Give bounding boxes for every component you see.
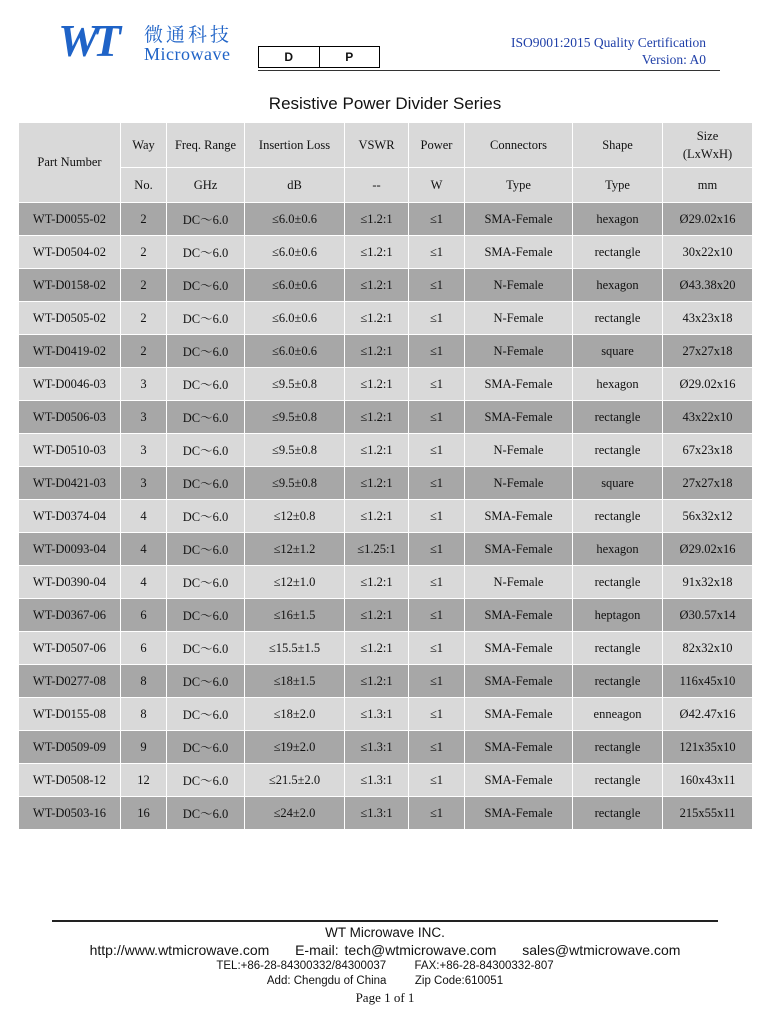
header-certification: [511, 34, 706, 68]
cell-freq-range: DC～6.0: [167, 698, 245, 731]
unit-connectors: Type: [465, 168, 573, 203]
cell-connector: SMA-Female: [465, 236, 573, 269]
cell-insertion-loss: ≤19±2.0: [245, 731, 345, 764]
cell-way: 2: [121, 335, 167, 368]
cell-way: 16: [121, 797, 167, 830]
table-row: [19, 203, 753, 236]
cell-insertion-loss: ≤6.0±0.6: [245, 269, 345, 302]
cell-part-number: WT-D0155-08: [19, 698, 121, 731]
cell-way: 2: [121, 236, 167, 269]
cell-power: ≤1: [409, 632, 465, 665]
cell-shape: rectangle: [573, 566, 663, 599]
footer-divider: [52, 920, 718, 922]
version-text: Version: A0: [641, 52, 706, 67]
cell-shape: hexagon: [573, 269, 663, 302]
cell-size: 160x43x11: [663, 764, 753, 797]
table-row: [19, 632, 753, 665]
cell-size: 30x22x10: [663, 236, 753, 269]
cell-vswr: ≤1.3:1: [345, 797, 409, 830]
cell-freq-range: DC～6.0: [167, 632, 245, 665]
certification-text: ISO9001:2015 Quality Certification: [511, 35, 706, 50]
cell-insertion-loss: ≤18±1.5: [245, 665, 345, 698]
footer-tel: TEL:+86-28-84300332/84300037: [216, 960, 387, 972]
cell-way: 8: [121, 698, 167, 731]
cell-power: ≤1: [409, 533, 465, 566]
table-row: [19, 665, 753, 698]
cell-freq-range: DC～6.0: [167, 269, 245, 302]
cell-size: Ø29.02x16: [663, 203, 753, 236]
cell-power: ≤1: [409, 797, 465, 830]
cell-connector: N-Female: [465, 335, 573, 368]
unit-shape: Type: [573, 168, 663, 203]
header-freq-range: Freq. Range: [167, 123, 245, 168]
cell-connector: SMA-Female: [465, 500, 573, 533]
cell-power: ≤1: [409, 698, 465, 731]
cell-insertion-loss: ≤6.0±0.6: [245, 302, 345, 335]
table-row: [19, 335, 753, 368]
cell-part-number: WT-D0277-08: [19, 665, 121, 698]
cell-shape: rectangle: [573, 764, 663, 797]
cell-shape: rectangle: [573, 500, 663, 533]
cell-vswr: ≤1.2:1: [345, 632, 409, 665]
table-row: [19, 500, 753, 533]
cell-shape: hexagon: [573, 203, 663, 236]
cell-shape: square: [573, 467, 663, 500]
cell-way: 2: [121, 269, 167, 302]
cell-vswr: ≤1.2:1: [345, 335, 409, 368]
cell-connector: SMA-Female: [465, 797, 573, 830]
table-row: [19, 533, 753, 566]
cell-way: 12: [121, 764, 167, 797]
cell-vswr: ≤1.2:1: [345, 401, 409, 434]
company-logo: [58, 15, 258, 70]
cell-way: 8: [121, 665, 167, 698]
table-row: [19, 368, 753, 401]
table-row: [19, 434, 753, 467]
cell-connector: SMA-Female: [465, 698, 573, 731]
cell-insertion-loss: ≤16±1.5: [245, 599, 345, 632]
header-shape: Shape: [573, 123, 663, 168]
cell-part-number: WT-D0374-04: [19, 500, 121, 533]
cell-way: 4: [121, 533, 167, 566]
table-row: [19, 236, 753, 269]
cell-power: ≤1: [409, 434, 465, 467]
cell-size: Ø30.57x14: [663, 599, 753, 632]
cell-part-number: WT-D0046-03: [19, 368, 121, 401]
cell-size: 43x23x18: [663, 302, 753, 335]
cell-power: ≤1: [409, 401, 465, 434]
cell-shape: rectangle: [573, 665, 663, 698]
cell-way: 4: [121, 566, 167, 599]
page-number: Page 1 of 1: [355, 990, 415, 1005]
unit-way: No.: [121, 168, 167, 203]
unit-vswr: --: [345, 168, 409, 203]
table-row: [19, 698, 753, 731]
cell-size: 121x35x10: [663, 731, 753, 764]
cell-vswr: ≤1.2:1: [345, 500, 409, 533]
footer-address-line: [0, 974, 770, 989]
cell-size: 56x32x12: [663, 500, 753, 533]
header-vswr: VSWR: [345, 123, 409, 168]
cell-connector: N-Female: [465, 434, 573, 467]
cell-vswr: ≤1.2:1: [345, 368, 409, 401]
cell-power: ≤1: [409, 236, 465, 269]
footer-company: WT Microwave INC.: [325, 925, 445, 940]
cell-size: 116x45x10: [663, 665, 753, 698]
header-part-number: Part Number: [19, 123, 121, 203]
footer-phone-line: [0, 959, 770, 974]
cell-connector: SMA-Female: [465, 632, 573, 665]
table-row: [19, 764, 753, 797]
cell-vswr: ≤1.25:1: [345, 533, 409, 566]
cell-vswr: ≤1.2:1: [345, 302, 409, 335]
cell-way: 6: [121, 632, 167, 665]
cell-power: ≤1: [409, 731, 465, 764]
footer-email-link[interactable]: E-mail: tech@wtmicrowave.com: [295, 942, 497, 958]
cell-freq-range: DC～6.0: [167, 203, 245, 236]
cell-connector: SMA-Female: [465, 665, 573, 698]
cell-size: 91x32x18: [663, 566, 753, 599]
cell-way: 3: [121, 401, 167, 434]
cell-way: 4: [121, 500, 167, 533]
cell-size: Ø29.02x16: [663, 368, 753, 401]
cell-freq-range: DC～6.0: [167, 500, 245, 533]
cell-way: 2: [121, 203, 167, 236]
header-way: Way: [121, 123, 167, 168]
footer-address: Add: Chengdu of China: [266, 975, 387, 987]
table-row: [19, 599, 753, 632]
cell-connector: N-Female: [465, 302, 573, 335]
cell-way: 2: [121, 302, 167, 335]
cell-insertion-loss: ≤6.0±0.6: [245, 203, 345, 236]
cell-vswr: ≤1.2:1: [345, 203, 409, 236]
cell-way: 3: [121, 434, 167, 467]
cell-insertion-loss: ≤24±2.0: [245, 797, 345, 830]
table-row: [19, 269, 753, 302]
cell-shape: enneagon: [573, 698, 663, 731]
cell-freq-range: DC～6.0: [167, 302, 245, 335]
cell-way: 6: [121, 599, 167, 632]
cell-vswr: ≤1.2:1: [345, 467, 409, 500]
cell-insertion-loss: ≤12±0.8: [245, 500, 345, 533]
cell-connector: SMA-Female: [465, 401, 573, 434]
cell-part-number: WT-D0390-04: [19, 566, 121, 599]
cell-way: 3: [121, 467, 167, 500]
table-row: [19, 731, 753, 764]
cell-freq-range: DC～6.0: [167, 368, 245, 401]
header-size-text: Size (LxWxH): [682, 129, 733, 161]
cell-connector: SMA-Female: [465, 533, 573, 566]
cell-size: 43x22x10: [663, 401, 753, 434]
cell-shape: rectangle: [573, 401, 663, 434]
header-power: Power: [409, 123, 465, 168]
header-insertion-loss: Insertion Loss: [245, 123, 345, 168]
footer-fax: FAX:+86-28-84300332-807: [414, 960, 554, 972]
cell-part-number: WT-D0419-02: [19, 335, 121, 368]
cell-freq-range: DC～6.0: [167, 467, 245, 500]
cell-size: 215x55x11: [663, 797, 753, 830]
dp-code-cell: P: [319, 47, 380, 67]
dp-code-box: [258, 46, 380, 68]
cell-shape: heptagon: [573, 599, 663, 632]
cell-part-number: WT-D0158-02: [19, 269, 121, 302]
page-footer: [0, 925, 770, 1006]
cell-connector: SMA-Female: [465, 764, 573, 797]
cell-freq-range: DC～6.0: [167, 731, 245, 764]
cell-freq-range: DC～6.0: [167, 533, 245, 566]
unit-power: W: [409, 168, 465, 203]
cell-vswr: ≤1.2:1: [345, 665, 409, 698]
header-size: [663, 123, 753, 168]
cell-part-number: WT-D0503-16: [19, 797, 121, 830]
footer-sales-link[interactable]: sales@wtmicrowave.com: [522, 942, 681, 958]
footer-contacts: [0, 941, 770, 959]
cell-connector: SMA-Female: [465, 731, 573, 764]
cell-insertion-loss: ≤15.5±1.5: [245, 632, 345, 665]
cell-power: ≤1: [409, 203, 465, 236]
cell-freq-range: DC～6.0: [167, 566, 245, 599]
cell-connector: SMA-Female: [465, 368, 573, 401]
cell-shape: rectangle: [573, 236, 663, 269]
unit-loss: dB: [245, 168, 345, 203]
cell-freq-range: DC～6.0: [167, 236, 245, 269]
cell-vswr: ≤1.3:1: [345, 764, 409, 797]
cell-connector: SMA-Female: [465, 599, 573, 632]
cell-freq-range: DC～6.0: [167, 434, 245, 467]
cell-insertion-loss: ≤9.5±0.8: [245, 467, 345, 500]
cell-connector: N-Female: [465, 467, 573, 500]
cell-insertion-loss: ≤9.5±0.8: [245, 368, 345, 401]
unit-size: mm: [663, 168, 753, 203]
cell-freq-range: DC～6.0: [167, 797, 245, 830]
cell-part-number: WT-D0506-03: [19, 401, 121, 434]
cell-insertion-loss: ≤12±1.0: [245, 566, 345, 599]
cell-insertion-loss: ≤6.0±0.6: [245, 236, 345, 269]
cell-insertion-loss: ≤9.5±0.8: [245, 401, 345, 434]
table-row: [19, 797, 753, 830]
cell-part-number: WT-D0367-06: [19, 599, 121, 632]
cell-part-number: WT-D0093-04: [19, 533, 121, 566]
cell-part-number: WT-D0510-03: [19, 434, 121, 467]
dp-code-cell: D: [284, 50, 294, 64]
cell-connector: SMA-Female: [465, 203, 573, 236]
cell-part-number: WT-D0421-03: [19, 467, 121, 500]
cell-power: ≤1: [409, 665, 465, 698]
footer-zip: Zip Code:610051: [414, 975, 504, 987]
cell-part-number: WT-D0504-02: [19, 236, 121, 269]
header-connectors: Connectors: [465, 123, 573, 168]
cell-shape: rectangle: [573, 434, 663, 467]
cell-vswr: ≤1.3:1: [345, 731, 409, 764]
logo-english-name: Microwave: [144, 44, 231, 64]
cell-connector: N-Female: [465, 566, 573, 599]
cell-power: ≤1: [409, 302, 465, 335]
cell-part-number: WT-D0508-12: [19, 764, 121, 797]
cell-power: ≤1: [409, 335, 465, 368]
document-title: Resistive Power Divider Series: [268, 94, 502, 113]
cell-shape: hexagon: [573, 533, 663, 566]
spec-table: [18, 122, 753, 830]
cell-power: ≤1: [409, 599, 465, 632]
cell-vswr: ≤1.2:1: [345, 236, 409, 269]
table-row: [19, 467, 753, 500]
cell-vswr: ≤1.2:1: [345, 434, 409, 467]
cell-way: 3: [121, 368, 167, 401]
unit-freq: GHz: [167, 168, 245, 203]
footer-website-link[interactable]: http://www.wtmicrowave.com: [89, 942, 270, 958]
cell-insertion-loss: ≤9.5±0.8: [245, 434, 345, 467]
cell-shape: rectangle: [573, 731, 663, 764]
cell-power: ≤1: [409, 269, 465, 302]
logo-chinese-name: 微通科技: [144, 24, 233, 46]
cell-insertion-loss: ≤21.5±2.0: [245, 764, 345, 797]
table-header-row: [19, 123, 753, 168]
cell-size: Ø43.38x20: [663, 269, 753, 302]
cell-vswr: ≤1.2:1: [345, 599, 409, 632]
cell-part-number: WT-D0509-09: [19, 731, 121, 764]
cell-shape: square: [573, 335, 663, 368]
cell-freq-range: DC～6.0: [167, 764, 245, 797]
cell-size: 67x23x18: [663, 434, 753, 467]
cell-freq-range: DC～6.0: [167, 401, 245, 434]
table-row: [19, 302, 753, 335]
cell-size: 82x32x10: [663, 632, 753, 665]
cell-power: ≤1: [409, 368, 465, 401]
logo-wt-mark: WT: [58, 15, 115, 66]
cell-freq-range: DC～6.0: [167, 599, 245, 632]
cell-shape: rectangle: [573, 797, 663, 830]
cell-shape: hexagon: [573, 368, 663, 401]
cell-part-number: WT-D0507-06: [19, 632, 121, 665]
cell-size: 27x27x18: [663, 467, 753, 500]
cell-size: 27x27x18: [663, 335, 753, 368]
cell-freq-range: DC～6.0: [167, 335, 245, 368]
cell-part-number: WT-D0055-02: [19, 203, 121, 236]
cell-power: ≤1: [409, 467, 465, 500]
cell-vswr: ≤1.3:1: [345, 698, 409, 731]
cell-size: Ø42.47x16: [663, 698, 753, 731]
cell-power: ≤1: [409, 764, 465, 797]
cell-part-number: WT-D0505-02: [19, 302, 121, 335]
cell-vswr: ≤1.2:1: [345, 269, 409, 302]
table-body: [19, 203, 753, 830]
table-row: [19, 401, 753, 434]
cell-shape: rectangle: [573, 632, 663, 665]
header-divider: [258, 70, 720, 71]
cell-insertion-loss: ≤12±1.2: [245, 533, 345, 566]
cell-connector: N-Female: [465, 269, 573, 302]
cell-size: Ø29.02x16: [663, 533, 753, 566]
table-units-row: [19, 168, 753, 203]
cell-insertion-loss: ≤6.0±0.6: [245, 335, 345, 368]
table-row: [19, 566, 753, 599]
cell-shape: rectangle: [573, 302, 663, 335]
cell-freq-range: DC～6.0: [167, 665, 245, 698]
cell-power: ≤1: [409, 566, 465, 599]
cell-insertion-loss: ≤18±2.0: [245, 698, 345, 731]
cell-vswr: ≤1.2:1: [345, 566, 409, 599]
cell-way: 9: [121, 731, 167, 764]
cell-power: ≤1: [409, 500, 465, 533]
